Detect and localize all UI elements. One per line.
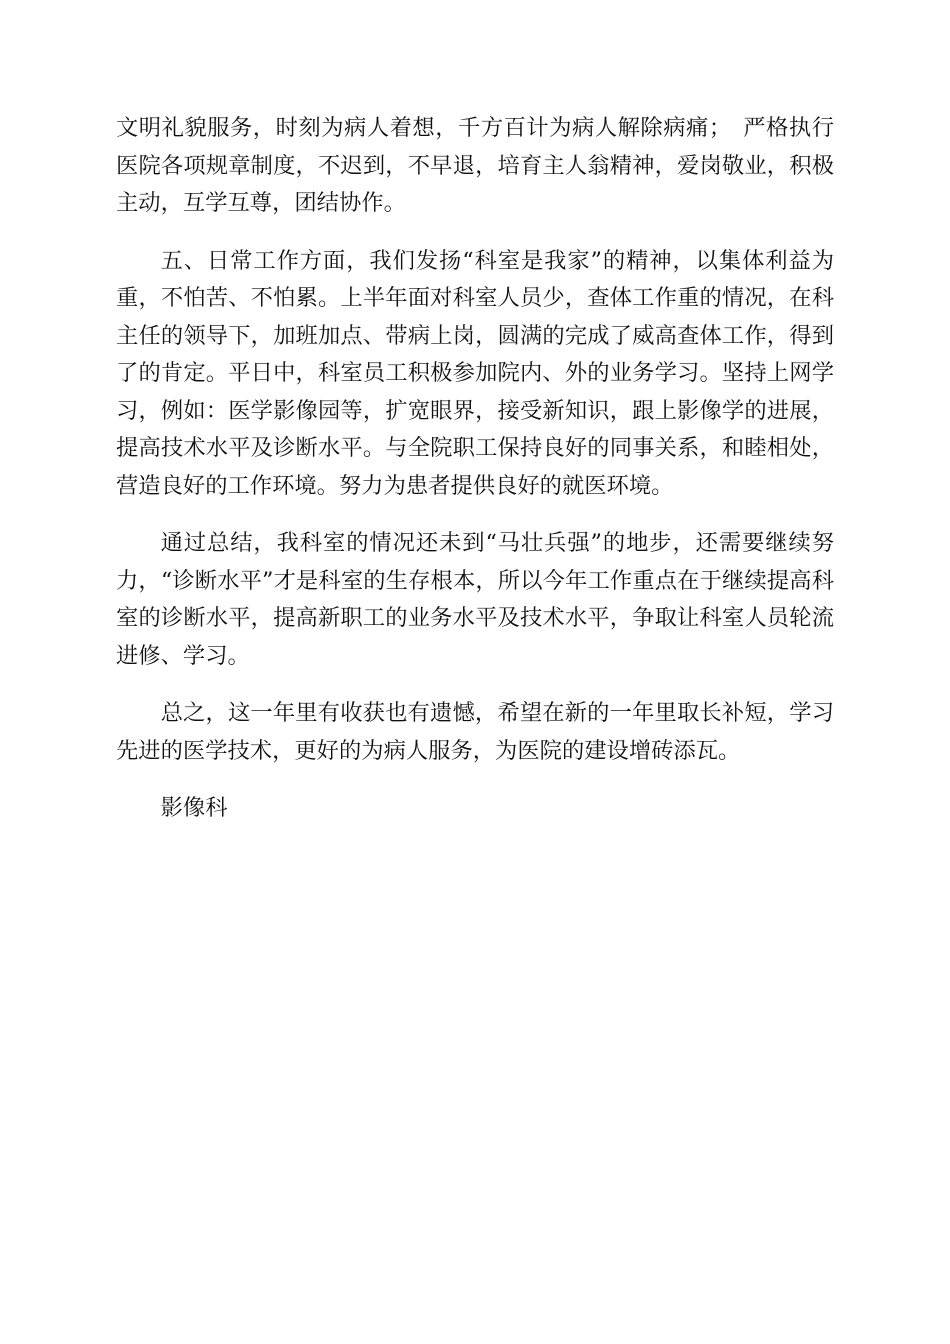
paragraph-conclusion: 总之，这一年里有收获也有遗憾，希望在新的一年里取长补短，学习先进的医学技术，更好的为病人服务，为医院的建设增砖添瓦。 — [116, 700, 834, 764]
signature-department: 影像科 — [160, 795, 228, 821]
document-page — [116, 110, 834, 828]
paragraph-continuation: 文明礼貌服务，时刻为病人着想，千方百计为病人解除病痛； 严格执行医院各项规章制度，不迟到，不早退，培育主人翁精神，爱岗敬业，积极主动，互学互尊，团结协作。 — [116, 115, 834, 216]
paragraph-summary: 通过总结，我科室的情况还未到“马壮兵强”的地步，还需要继续努力，“诊断水平”才是科室的生存根本，所以今年工作重点在于继续提高科室的诊断水平，提高新职工的业务水平及技术水平，争取让科室人员轮流进修、学习。 — [116, 530, 834, 669]
paragraph-daily-work: 五、日常工作方面，我们发扬“科室是我家”的精神，以集体利益为重，不怕苦、不怕累。上半年面对科室人员少，查体工作重的情况，在科主任的领导下，加班加点、带病上岗，圆满的完成了威高查体工作，得到了的肯定。平日中，科室员工积极参加院内、外的业务学习。坚持上网学习，例如：医学影像园等，扩宽眼界，接受新知识，跟上影像学的进展，提高技术水平及诊断水平。与全院职工保持良好的同事关系，和睦相处，营造良好的工作环境。努力为患者提供良好的就医环境。 — [116, 247, 834, 499]
